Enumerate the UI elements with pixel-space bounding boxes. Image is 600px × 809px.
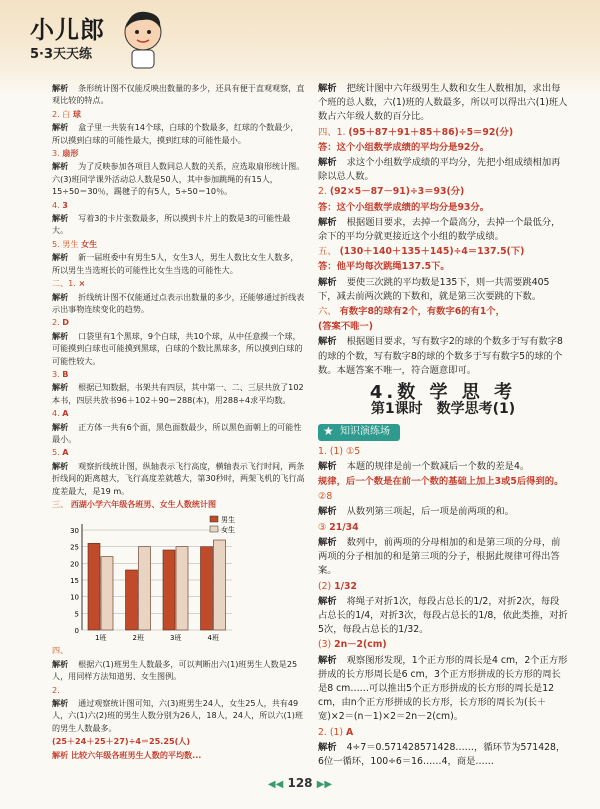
explanation-paragraph: [318, 460, 568, 474]
answer-text: 21/34: [329, 521, 359, 533]
answer-line: [52, 446, 305, 458]
answer-text: 球: [72, 108, 81, 119]
explanation-text: 正方体一共有6个面，黑色面数最少，所以黑色面朝上的可能性最小。: [52, 421, 302, 444]
explanation-label: 解析: [318, 157, 337, 169]
explanation-text: 要使三次跳的平均数是135下，则一共需要跳405下，减去前两次跳的下数和，就是第三次要跳的下数。: [318, 276, 550, 302]
explanation-text: 把统计图中六年级男生人数和女生人数相加，求出每个班的总人数，六(1)班的人数最多，所以可以得出六(1)班人数占六年级人数的百分比。: [318, 83, 568, 123]
explanation-text: 通过观察统计图可知，六(3)班男生24人，女生25人，共有49人，六(1)六(2)班的男生人数分别为26人，18人，24人，所以六(1)班的男生人数最多。: [52, 698, 303, 733]
section-tag: [318, 424, 400, 440]
question-number: 4.: [52, 199, 63, 210]
answer-text: 扇形: [62, 148, 79, 159]
explanation-paragraph: [52, 381, 305, 406]
question-number: 四、1.: [318, 126, 349, 138]
explanation-text: 观察图形发现，1个正方形的周长是4 cm，2个正方形拼成的长方形周长是6 cm，3个正方形拼成的长方形的周长是8 cm……可以推出5个正方形拼成的长方形的周长是12 cm，由n个正方形拼成的长方形，长方形的周长为(长＋宽)×2＝(n－1)×2＝2n－2(cm)。: [318, 654, 568, 723]
page-number: 128: [287, 776, 313, 790]
answer-text: 3: [62, 199, 68, 210]
star-icon: ★: [323, 424, 334, 439]
y-tick-label: 20: [70, 560, 79, 569]
answer-line: [52, 749, 305, 761]
answer-line: [52, 108, 305, 120]
answer-text: 西湖小学六年级各班男、女生人数统计图: [70, 499, 217, 509]
explanation-text: 数列中，前两项的分母相加的和是第三项的分母，前两项的分子相加的和是第三项的分子，根据此规律可得出答案。: [318, 536, 561, 577]
explanation-paragraph: [52, 212, 305, 237]
answer-line: [318, 245, 568, 259]
section-tag-label: 知识演练场: [340, 426, 390, 438]
y-tick-label: 5: [74, 610, 79, 619]
question-number: 二、1.: [52, 278, 79, 289]
question-number: 三、: [52, 499, 71, 509]
explanation-text: 4÷7＝0.571428571428……，循环节为571428，6位一循环，100÷6＝16……4，商是……: [318, 741, 566, 767]
brand-subtitle: 5·3天天练: [30, 47, 93, 62]
explanation-label: 解析: [52, 161, 69, 172]
page-footer: [0, 776, 600, 790]
explanation-paragraph: [52, 697, 305, 734]
answer-line: [318, 490, 568, 504]
answer-text: 答：他平均每次跳绳137.5下。: [318, 261, 450, 273]
explanation-label: 解析: [52, 421, 69, 432]
answer-text: 解析 比较六年级各班男生人数的平均数...: [52, 749, 202, 760]
answer-line: [318, 201, 568, 215]
question-number: 2. (1): [318, 726, 346, 738]
question-number: (3): [318, 639, 335, 651]
brand-title: 小儿郎: [30, 16, 105, 44]
explanation-label: 解析: [318, 654, 337, 666]
answer-text: (答案不唯一): [318, 321, 373, 333]
explanation-paragraph: [52, 82, 305, 107]
bar-female: [214, 540, 226, 630]
explanation-paragraph: [52, 658, 305, 683]
question-number: 5.: [52, 447, 63, 458]
question-number: ②8: [318, 491, 333, 503]
answer-text: (130＋140＋135＋145)÷4＝137.5(下): [339, 246, 525, 258]
answer-text: ×: [78, 278, 86, 289]
x-tick-label: 2班: [132, 634, 144, 643]
prev-arrows-icon: ◀◀: [267, 779, 284, 790]
explanation-paragraph: [318, 505, 568, 519]
answer-line: [318, 475, 568, 489]
bar-chart-svg: [60, 512, 260, 642]
explanation-paragraph: [318, 335, 568, 378]
answer-line: [52, 277, 305, 289]
explanation-label: 解析: [318, 336, 337, 348]
explanation-label: 解析: [52, 291, 69, 302]
explanation-label: 解析: [318, 536, 337, 548]
answer-line: [52, 368, 305, 380]
explanation-label: 解析: [318, 83, 337, 94]
answer-text: (95＋87＋91＋85＋86)÷5＝92(分): [348, 126, 514, 138]
bar-male: [88, 544, 100, 631]
answer-line: [318, 521, 568, 535]
question-number: 六、: [318, 306, 340, 318]
explanation-paragraph: [318, 741, 568, 769]
chapter-title: 4.数 学 思 考: [369, 382, 517, 404]
answer-line: [318, 141, 568, 155]
explanation-label: 解析: [52, 252, 69, 263]
explanation-paragraph: [318, 654, 568, 725]
explanation-paragraph: [52, 460, 305, 497]
answer-text: 有数字8的球有2个，有数字6的有1个，: [339, 306, 505, 318]
y-tick-label: 0: [74, 627, 79, 636]
question-number: 3.: [52, 368, 63, 379]
question-number: 2.: [52, 684, 60, 695]
answer-line: [52, 199, 305, 211]
explanation-label: 解析: [318, 276, 337, 288]
answer-line: [318, 126, 568, 140]
explanation-paragraph: [318, 216, 568, 244]
explanation-label: 解析: [52, 698, 69, 709]
question-number: 5. 男生: [52, 238, 81, 249]
explanation-text: 根据题目要求，去掉一个最高分，去掉一个最低分，余下的平均分就更接近这个小组的数学成绩。: [318, 216, 561, 243]
answer-line: [52, 238, 305, 250]
question-number: 4.: [52, 408, 63, 419]
explanation-text: 折线统计图不仅能通过点表示出数量的多少，还能够通过折线表示出事物连续变化的趋势。: [52, 291, 305, 314]
explanation-paragraph: [52, 330, 305, 367]
explanation-label: 解析: [52, 382, 69, 393]
question-number: ③: [318, 521, 330, 533]
next-arrows-icon: ▶▶: [316, 779, 333, 790]
answer-text: A: [62, 408, 69, 419]
explanation-text: 本题的规律是前一个数减后一个数的差是4。: [346, 460, 530, 472]
y-tick-label: 10: [70, 594, 79, 603]
question-number: 2. 白: [52, 108, 73, 119]
explanation-label: 解析: [318, 741, 337, 753]
right-column: [318, 82, 568, 770]
explanation-label: 解析: [52, 330, 69, 341]
answer-text: (25＋24＋25＋27)÷4＝25.25(人): [52, 736, 191, 747]
answer-line: [318, 580, 568, 594]
question-number: 2.: [52, 317, 63, 328]
explanation-text: 条形统计图不仅能反映出数量的多少，还具有便于直观观察，直观比较的特点。: [52, 83, 305, 106]
explanation-text: 口袋里有1个黑球，9个白球，共10个球，从中任意摸一个球，可能摸到白球也可能摸到黑球，白球的个数比黑球多，所以摸到白球的可能性较大。: [52, 330, 303, 366]
answer-line: [52, 407, 305, 419]
answer-line: [318, 726, 568, 740]
explanation-paragraph: [52, 291, 305, 316]
answer-text: 2n－2(cm): [334, 639, 387, 651]
answer-text: D: [62, 317, 69, 328]
explanation-text: 从数列第三项起，后一项是前两项的和。: [346, 506, 514, 518]
answer-text: A: [345, 726, 354, 738]
explanation-paragraph: [318, 82, 568, 125]
bar-female: [101, 557, 113, 630]
explanation-text: 根据题目要求，写有数字2的球的个数多于写有数字8的球的个数，写有数字8的球的个数多于写有数字5的球的个数。本题答案不唯一，符合题意即可。: [318, 336, 563, 376]
explanation-text: 新一届班委中有男生5人，女生3人，男生人数比女生人数多，所以男生当选班长的可能性比女生当选的可能性大。: [52, 252, 299, 275]
left-column: [52, 82, 305, 762]
answer-line: [52, 644, 305, 656]
question-number: (2): [318, 580, 335, 592]
explanation-label: 解析: [318, 506, 337, 518]
explanation-paragraph: [52, 160, 305, 197]
answer-line: [52, 147, 305, 159]
explanation-text: 观察折线统计图，纵轴表示飞行高度，横轴表示飞行时间，两条折线间的距离越大，飞行高度差就越大，第30秒时，两架飞机的飞行高度差最大，是19 m。: [52, 460, 305, 496]
y-tick-label: 15: [70, 577, 79, 586]
explanation-text: 为了反映参加各项目人数同总人数的关系，应选取扇形统计图。六(3)班同学课外活动总人数是50人，其中参加跳绳的有15人，15÷50＝30％，踢毽子的有5人，5÷50＝10％。: [52, 161, 305, 197]
question-number: 2.: [318, 186, 330, 198]
x-tick-label: 3班: [170, 634, 182, 643]
bar-chart: [60, 512, 260, 642]
legend-swatch: [210, 516, 218, 522]
explanation-text: 写着3的卡片张数最多，所以摸到卡片上的数是3的可能性最大。: [52, 213, 291, 236]
question-number: 3.: [52, 148, 63, 159]
answer-text: 1/32: [334, 580, 357, 592]
lesson-title: 第1课时 数学思考(1): [370, 401, 516, 418]
explanation-paragraph: [318, 536, 568, 579]
explanation-label: 解析: [52, 83, 69, 93]
answer-line: [52, 684, 305, 696]
answer-line: [318, 260, 568, 274]
explanation-label: 解析: [52, 460, 69, 471]
explanation-paragraph: [52, 421, 305, 446]
answer-text: 规律，后一个数是在前一个数的基础上加上3或5后得到的。: [318, 476, 564, 488]
legend-label: 女生: [221, 526, 235, 535]
legend-label: 男生: [221, 516, 235, 525]
answer-text: 答：这个小组数学成绩的平均分是93分。: [318, 201, 489, 213]
explanation-paragraph: [318, 276, 568, 304]
answer-line: [318, 445, 568, 459]
answer-line: [52, 735, 305, 747]
y-tick-label: 25: [70, 544, 79, 553]
explanation-label: 解析: [52, 213, 69, 224]
question-number: 五、: [318, 246, 340, 258]
answer-line: [318, 320, 568, 334]
explanation-text: 根据已知数据，书架共有四层，其中第一、二、三层共放了102本书，四层共放书96＋102＋90＝288(本)，用288÷4求平均数。: [52, 382, 304, 405]
y-tick-label: 30: [70, 527, 79, 536]
explanation-label: 解析: [52, 122, 69, 133]
explanation-paragraph: [318, 156, 568, 184]
answer-text: 答：这个小组数学成绩的平均分是92分。: [318, 141, 489, 153]
explanation-text: 将绳子对折1次，每段占总长的1/2，对折2次，每段占总长的1/4，对折3次，每段占总长的1/8，依此类推，对折5次，每段占总长的1/32。: [318, 595, 568, 636]
explanation-label: 解析: [318, 595, 337, 607]
question-number: 1. (1) ①5: [318, 445, 361, 457]
bar-male: [163, 550, 175, 630]
explanation-label: 解析: [318, 216, 337, 228]
answer-line: [52, 316, 305, 328]
explanation-label: 解析: [52, 658, 69, 669]
explanation-text: 盒子里一共装有14个球，白球的个数最多，红球的个数最少，所以摸到白球的可能性最大，摸到红球的可能性最小。: [52, 122, 299, 145]
explanation-paragraph: [52, 121, 305, 146]
answer-line: [318, 305, 568, 319]
bar-female: [139, 547, 151, 630]
answer-text: B: [62, 368, 69, 379]
answer-text: (92×5－87－91)÷3＝93(分): [329, 186, 465, 198]
question-number: 四、: [52, 645, 69, 656]
answer-line: [318, 638, 568, 652]
explanation-label: 解析: [318, 460, 337, 472]
x-tick-label: 4班: [207, 634, 219, 643]
legend-swatch: [210, 526, 218, 532]
answer-line: [318, 185, 568, 199]
explanation-paragraph: [318, 595, 568, 638]
x-tick-label: 1班: [95, 634, 107, 643]
answer-text: 女生: [81, 238, 98, 249]
explanation-text: 求这个小组数学成绩的平均分，先把小组成绩相加再除以总人数。: [318, 157, 561, 183]
explanation-text: 根据六(1)班男生人数最多，可以判断出六(1)班男生人数是25人，用同样方法知道男、女生图例。: [52, 658, 298, 682]
explanation-paragraph: [52, 251, 305, 276]
bar-male: [201, 547, 213, 630]
bar-male: [126, 570, 138, 630]
bar-female: [176, 547, 188, 630]
answer-text: A: [62, 447, 69, 458]
answer-line: [52, 498, 305, 510]
